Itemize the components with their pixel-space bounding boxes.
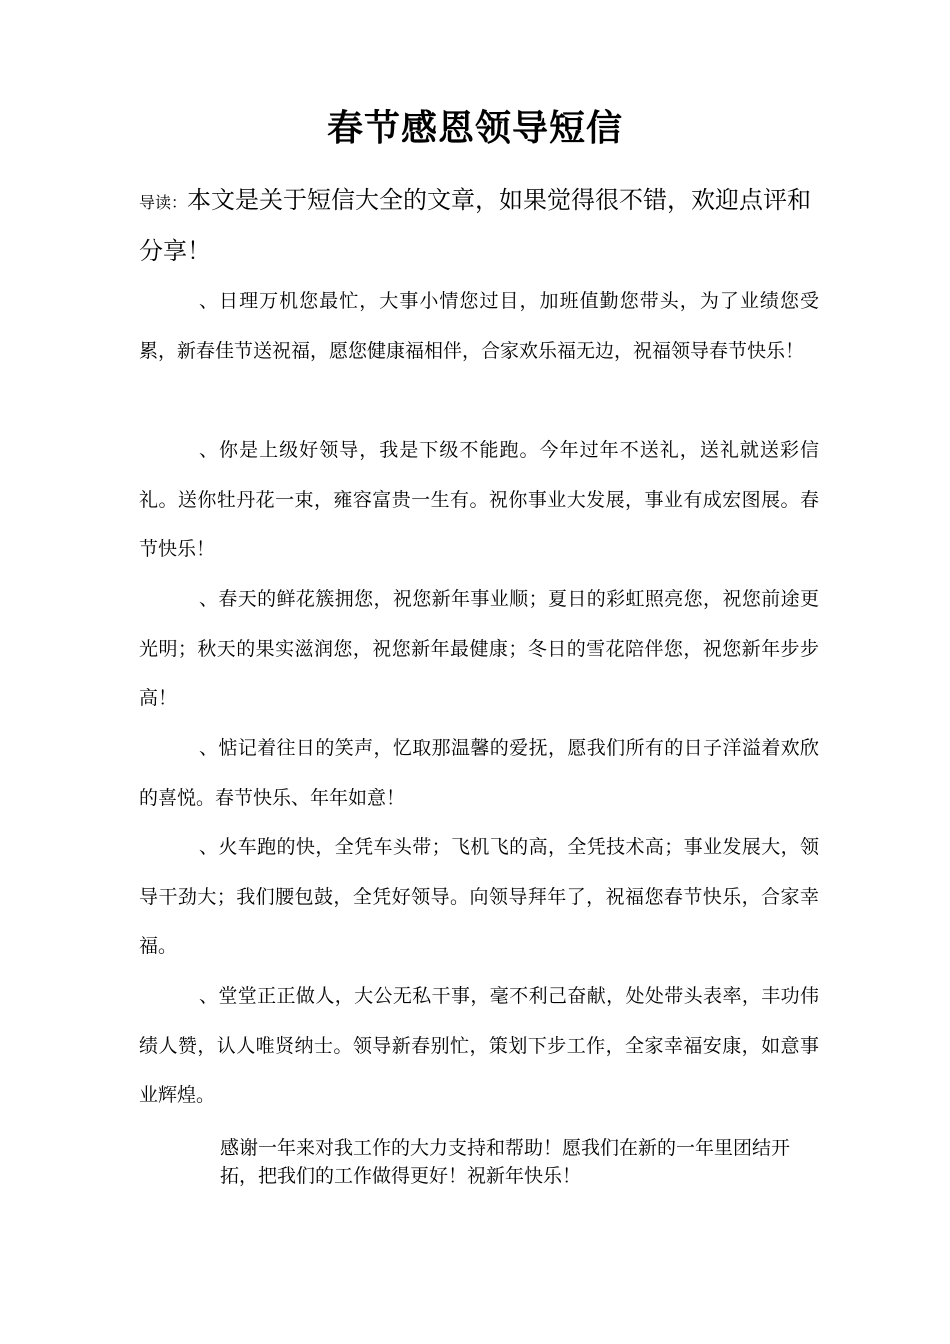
document-title: 春节感恩领导短信 [326, 108, 623, 149]
message-paragraph-5: 、火车跑的快，全凭车头带；飞机飞的高，全凭技术高；事业发展大，领导干劲大；我们腰包鼓，全凭好领导。向领导拜年了，祝福您春节快乐，合家幸福。 [139, 836, 819, 957]
message-paragraph-6: 、堂堂正正做人，大公无私干事，毫不利己奋献，处处带头表率，丰功伟绩人赞，认人唯贤纳士。领导新春别忙，策划下步工作，全家幸福安康，如意事业辉煌。 [139, 985, 819, 1106]
intro-paragraph [139, 176, 819, 275]
message-paragraph-3: 、春天的鲜花簇拥您，祝您新年事业顺；夏日的彩虹照亮您，祝您前途更光明；秋天的果实滋润您，祝您新年最健康；冬日的雪花陪伴您，祝您新年步步高！ [139, 588, 819, 709]
message-paragraph-2: 、你是上级好领导，我是下级不能跑。今年过年不送礼，送礼就送彩信礼。送你牡丹花一束，雍容富贵一生有。祝你事业大发展，事业有成宏图展。春节快乐！ [139, 439, 819, 560]
closing-paragraph: 感谢一年来对我工作的大力支持和帮助！愿我们在新的一年里团结开拓，把我们的工作做得更好！祝新年快乐！ [220, 1137, 791, 1187]
intro-lead: 导读： [139, 193, 188, 212]
message-paragraph-4: 、惦记着往日的笑声，忆取那温馨的爱抚，愿我们所有的日子洋溢着欢欣的喜悦。春节快乐、年年如意！ [139, 737, 819, 809]
message-paragraph-1: 、日理万机您最忙，大事小情您过目，加班值勤您带头，为了业绩您受累，新春佳节送祝福，愿您健康福相伴，合家欢乐福无边，祝福领导春节快乐！ [139, 290, 819, 362]
intro-text: 本文是关于短信大全的文章，如果觉得很不错，欢迎点评和分享！ [139, 186, 812, 265]
